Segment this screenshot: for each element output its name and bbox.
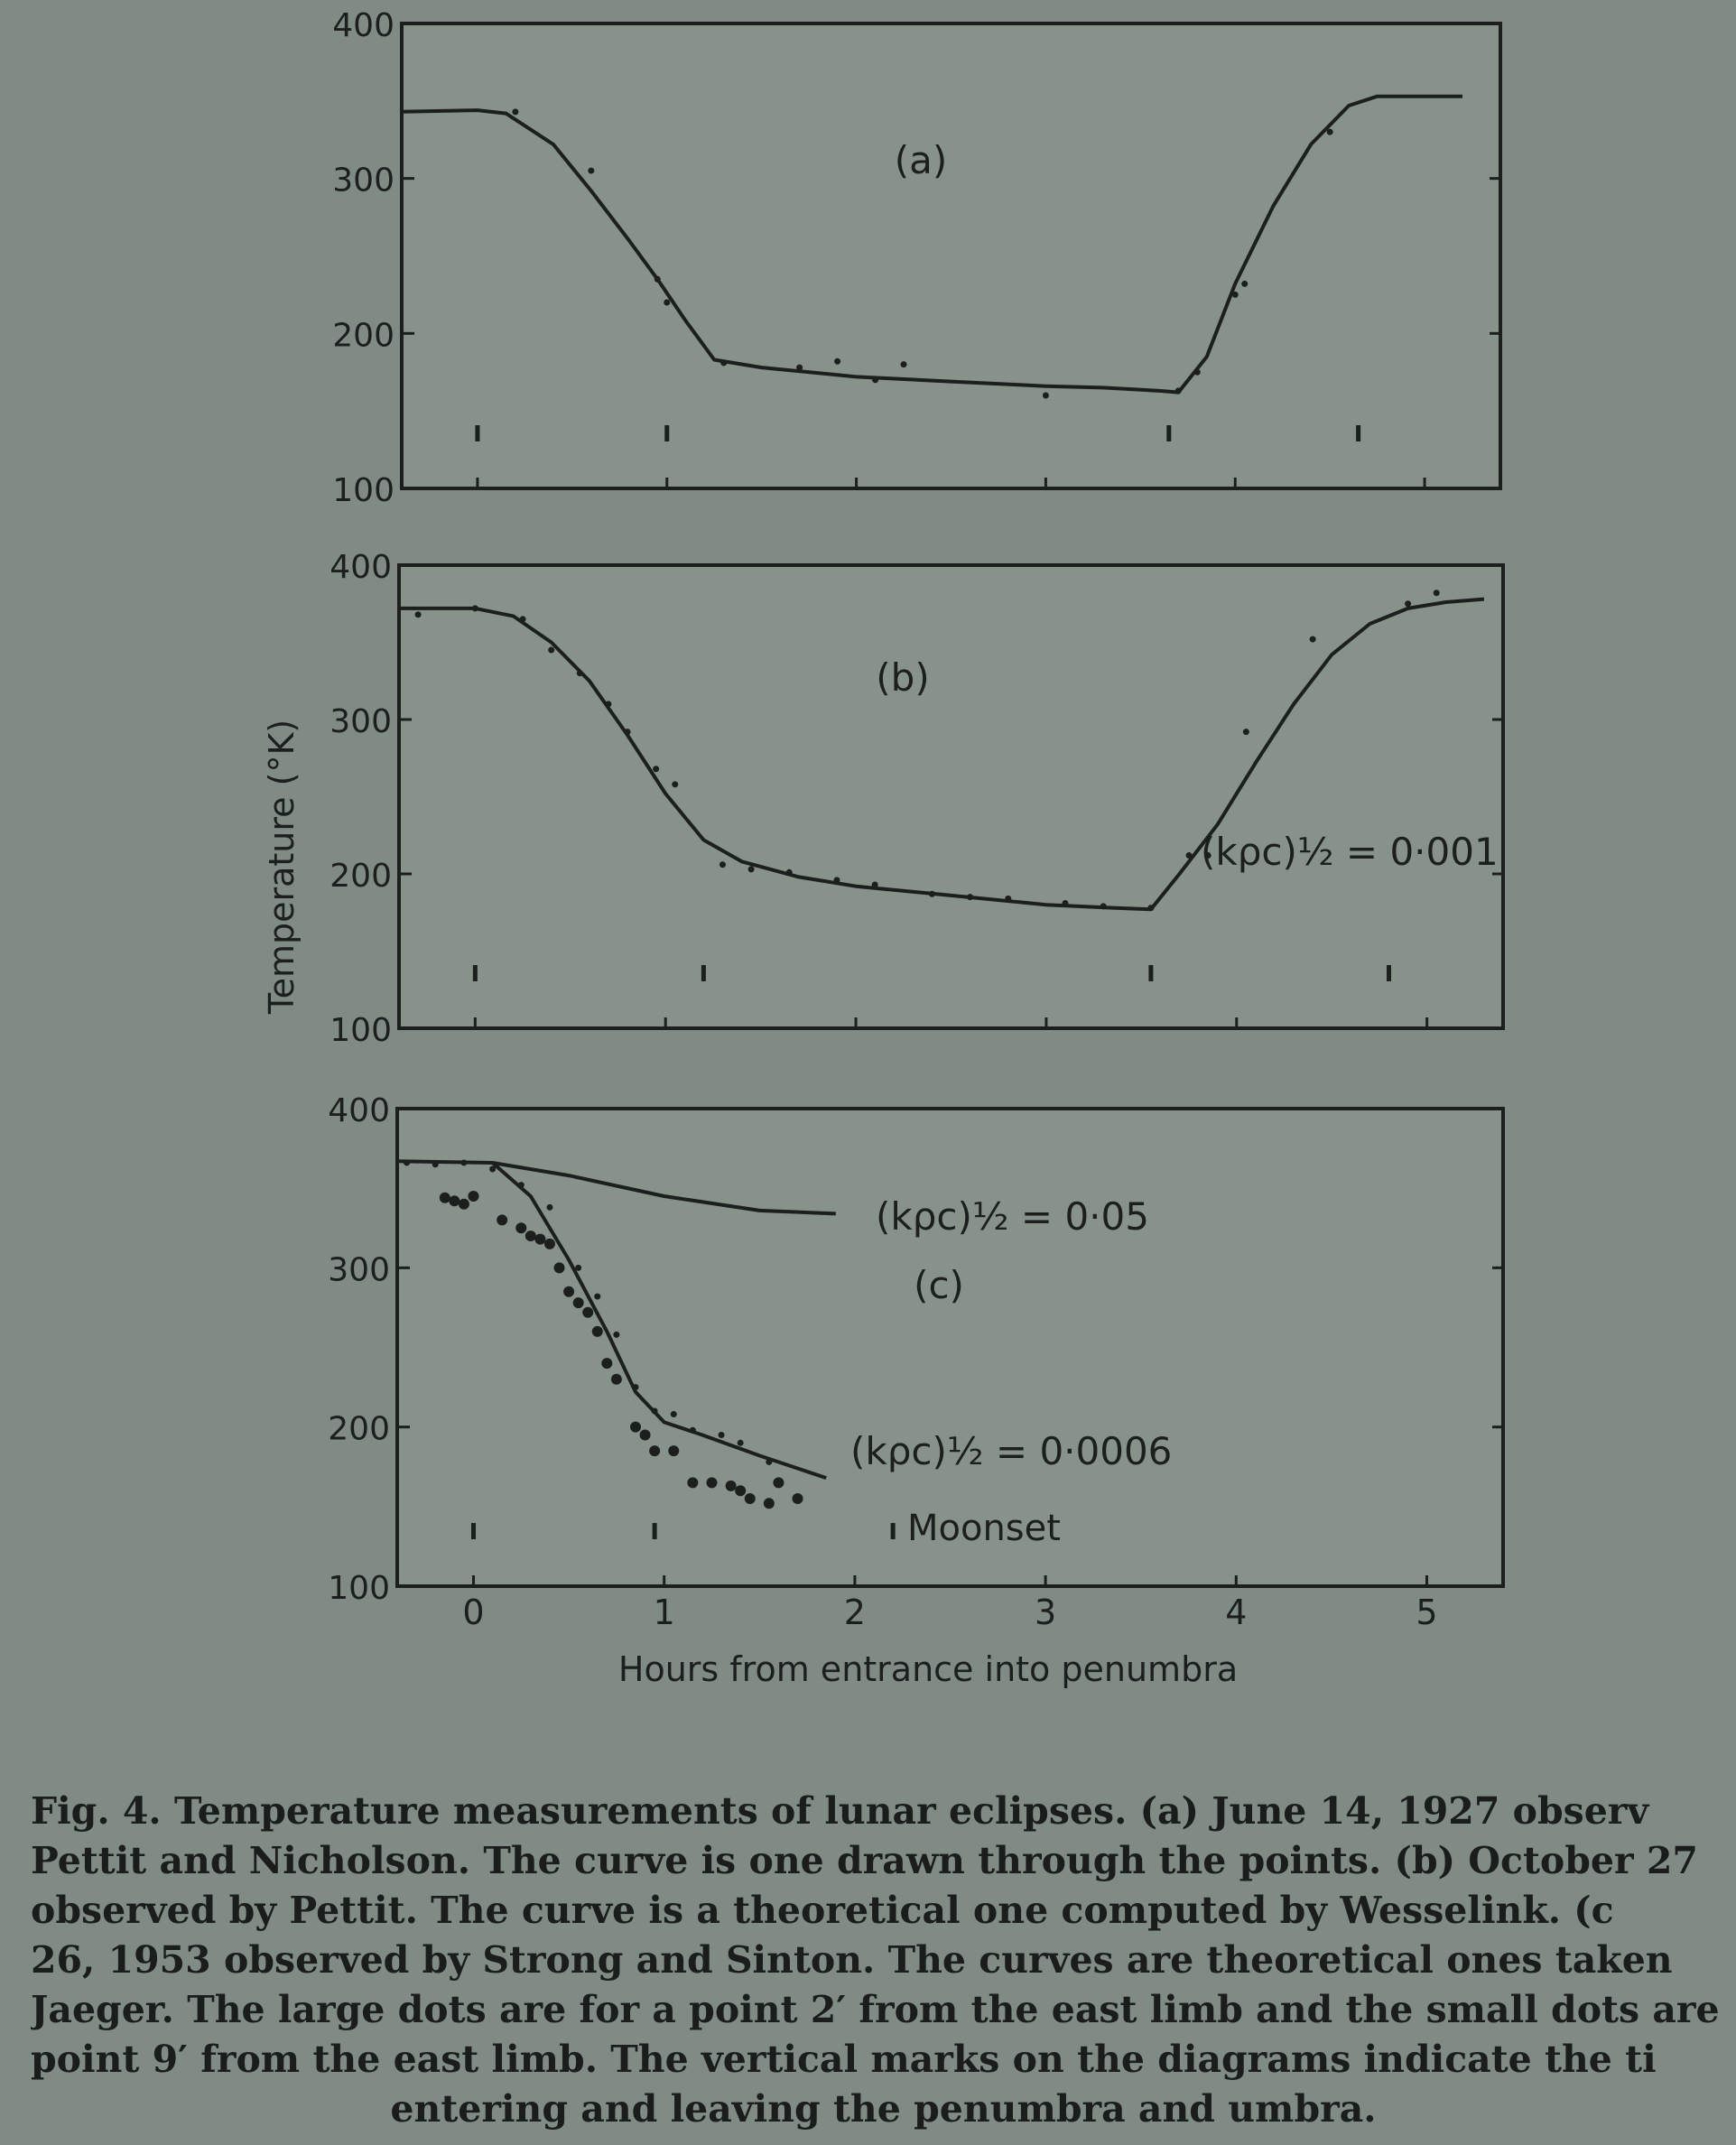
- data-point: [720, 359, 727, 366]
- data-point: [573, 1297, 584, 1308]
- caption-line: entering and leaving the penumbra and umbra.: [390, 2087, 1377, 2131]
- data-point: [525, 1230, 536, 1241]
- data-point: [766, 1459, 772, 1465]
- panel-b: [330, 549, 1503, 1049]
- data-point: [563, 1286, 574, 1297]
- data-point: [1005, 896, 1011, 902]
- y-tick-label: 400: [332, 7, 395, 44]
- data-point: [706, 1477, 717, 1488]
- data-point: [1405, 600, 1411, 607]
- data-point: [1327, 129, 1333, 135]
- data-point: [719, 1432, 725, 1438]
- data-point: [833, 877, 840, 883]
- data-point: [489, 1166, 496, 1173]
- data-point: [404, 1159, 410, 1165]
- y-tick-label: 300: [328, 1251, 390, 1289]
- data-point: [652, 1408, 658, 1415]
- x-tick-label: 3: [1035, 1592, 1057, 1632]
- data-point: [468, 1191, 478, 1202]
- y-tick-label: 200: [328, 1410, 390, 1448]
- data-point: [1194, 369, 1201, 376]
- data-point: [668, 1445, 679, 1456]
- data-point: [613, 1332, 619, 1338]
- data-point: [472, 605, 478, 611]
- data-point: [773, 1477, 784, 1488]
- caption-line: Jaeger. The large dots are for a point 2′ from the east limb and the small dots are: [31, 1988, 1720, 2031]
- data-point: [764, 1498, 775, 1509]
- equation-label-c-high: (kρc)½ = 0·05: [876, 1194, 1149, 1239]
- data-point: [1100, 903, 1107, 909]
- data-point: [611, 1374, 622, 1385]
- data-point: [640, 1429, 651, 1440]
- x-tick-label: 0: [462, 1592, 485, 1632]
- data-point: [432, 1161, 439, 1167]
- y-tick-label: 100: [328, 1570, 390, 1607]
- data-point: [1063, 900, 1069, 906]
- data-point: [726, 1481, 737, 1491]
- caption-line: Fig. 4. Temperature measurements of lunar eclipses. (a) June 14, 1927 observ: [31, 1789, 1649, 1833]
- caption-line: observed by Pettit. The curve is a theoretical one computed by Wesselink. (c: [31, 1889, 1614, 1932]
- data-point: [582, 1307, 593, 1318]
- data-point: [872, 376, 878, 383]
- y-tick-label: 400: [328, 1092, 390, 1129]
- x-tick-label: 5: [1416, 1592, 1438, 1632]
- y-tick-label: 200: [330, 858, 392, 895]
- data-point: [1043, 393, 1049, 399]
- panel-label: (a): [894, 138, 948, 182]
- data-point: [594, 1294, 600, 1300]
- x-tick-label: 2: [843, 1592, 866, 1632]
- data-point: [459, 1199, 469, 1210]
- data-point: [1186, 852, 1193, 859]
- y-tick-label: 300: [332, 162, 395, 200]
- data-point: [687, 1477, 698, 1488]
- data-point: [1147, 905, 1154, 911]
- data-point: [512, 108, 518, 115]
- data-point: [575, 1265, 581, 1271]
- panel-frame: [402, 23, 1500, 488]
- data-point: [534, 1234, 545, 1245]
- data-point: [554, 1262, 565, 1273]
- y-tick-label: 100: [330, 1012, 392, 1049]
- data-point: [735, 1485, 746, 1496]
- data-point: [630, 1422, 641, 1433]
- data-point: [592, 1326, 603, 1337]
- data-point: [901, 361, 907, 367]
- equation-label-b: (kρc)½ = 0·001: [1201, 830, 1499, 874]
- x-tick-label: 4: [1225, 1592, 1248, 1632]
- y-tick-label: 100: [332, 472, 395, 509]
- y-tick-label: 400: [330, 549, 392, 586]
- data-point: [929, 891, 935, 897]
- data-point: [460, 1159, 467, 1165]
- data-point: [577, 670, 583, 676]
- data-point: [633, 1384, 639, 1390]
- x-tick-label: 1: [653, 1592, 675, 1632]
- data-point: [1232, 292, 1239, 298]
- y-axis-title: Temperature (°K): [262, 719, 302, 1015]
- panel-a: [332, 7, 1500, 509]
- panel-frame: [399, 565, 1503, 1028]
- data-point: [793, 1493, 803, 1504]
- data-point: [520, 616, 526, 622]
- data-point: [664, 300, 670, 306]
- data-point: [605, 701, 611, 707]
- data-point: [719, 861, 726, 868]
- data-point: [449, 1195, 460, 1206]
- panel-label: (c): [914, 1263, 964, 1307]
- data-point: [654, 276, 661, 283]
- data-point: [738, 1440, 744, 1446]
- data-point: [653, 766, 659, 772]
- moonset-label: Moonset: [907, 1508, 1061, 1549]
- data-point: [1310, 636, 1316, 643]
- data-point: [548, 647, 554, 654]
- data-point: [1243, 729, 1249, 735]
- data-point: [440, 1193, 450, 1203]
- data-point: [497, 1214, 507, 1225]
- data-point: [671, 1411, 677, 1417]
- data-point: [415, 611, 422, 618]
- data-point: [515, 1222, 526, 1233]
- data-point: [1241, 281, 1248, 287]
- y-tick-label: 200: [332, 317, 395, 355]
- data-point: [967, 894, 973, 900]
- data-point: [745, 1493, 756, 1504]
- caption-line: point 9′ from the east limb. The vertical marks on the diagrams indicate the ti: [31, 2038, 1657, 2081]
- data-point: [649, 1445, 660, 1456]
- data-point: [518, 1182, 525, 1188]
- data-point: [872, 881, 878, 887]
- data-point: [796, 365, 803, 371]
- equation-label-c-low: (kρc)½ = 0·0006: [850, 1429, 1173, 1473]
- caption-line: Pettit and Nicholson. The curve is one drawn through the points. (b) October 27: [31, 1839, 1698, 1882]
- x-axis-title: Hours from entrance into penumbra: [617, 1649, 1239, 1689]
- data-point: [672, 781, 678, 787]
- data-point: [834, 358, 840, 365]
- data-point: [786, 869, 793, 876]
- data-point: [588, 168, 594, 174]
- y-tick-label: 300: [330, 703, 392, 740]
- caption-line: 26, 1953 observed by Strong and Sinton. The curves are theoretical ones taken: [31, 1938, 1673, 1982]
- figure-caption: [31, 1787, 1736, 2134]
- data-point: [546, 1204, 552, 1211]
- data-point: [544, 1239, 555, 1249]
- data-point: [1175, 387, 1182, 394]
- data-point: [625, 729, 631, 735]
- data-point: [601, 1358, 612, 1369]
- data-point: [1434, 590, 1440, 596]
- panel-label: (b): [876, 655, 930, 700]
- data-point: [690, 1427, 696, 1434]
- data-point: [748, 866, 755, 872]
